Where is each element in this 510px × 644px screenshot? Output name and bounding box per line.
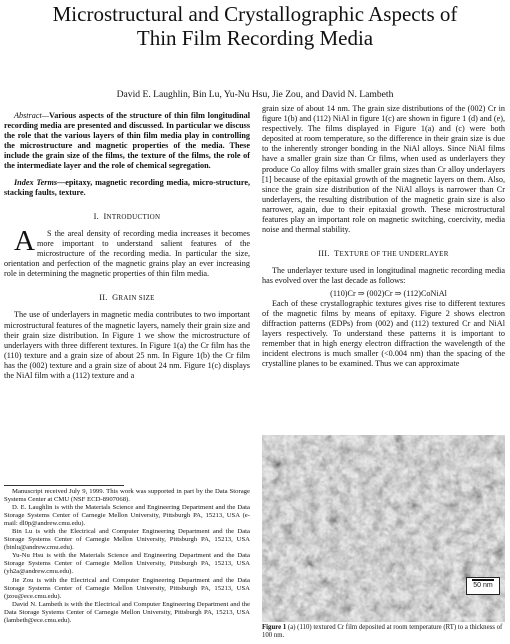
introduction-text: S the areal density of recording media increases it becomes more important to understand salient features of the microstructure of the recording media. In particular the size, orientation and perfection of the magnetic grains play an ever increasing role in determining the magnetic properties of thin film media. <box>4 228 250 279</box>
texture-equation: (110)Cr ⇒ (002)Cr ⇒ (112)CoNiAl <box>330 288 447 298</box>
figure-caption-label: Figure 1 <box>262 624 287 631</box>
title-line-2: Thin Film Recording Media <box>136 26 374 50</box>
section-number: III. <box>318 249 330 259</box>
paper-title <box>0 2 510 50</box>
scale-bar-line <box>472 579 494 581</box>
figure-caption <box>262 624 505 640</box>
left-column <box>4 104 250 381</box>
drop-cap: A <box>14 224 35 257</box>
scale-bar-label: 50 nm <box>473 582 493 589</box>
index-terms <box>4 178 250 198</box>
grain-size-paragraph: The use of underlayers in magnetic media contributes to two important microstructural features of the magnetic layers, namely their grain size and their grain size distribution. In Figure 1 we show the microstructure of underlayers with three different textures. In Figure 1(a) the Cr film has the (110) texture and a grain size of about 25 nm. In Figure 1(b) the Cr film has the (002) texture and a grain size of about 24 nm. Figure 1(c) displays the NiAl film with a (112) texture and a <box>4 310 250 380</box>
figure-caption-text: (a) (110) textured Cr film deposited at room temperature (RT) to a thickness of 100 nm. <box>262 624 503 639</box>
abstract-dash: — <box>41 111 50 120</box>
footnote: David N. Lambeth is with the Electrical and Computer Engineering Department and the Data Storage Systems Center of Carnegie Mellon University, Pittsburgh PA, 15213, USA (lambeth@ece.cmu.edu). <box>4 600 250 624</box>
abstract-text: Various aspects of the structure of thin film longitudinal recording media are presented and discussed. In particular we discuss the role that the various layers of thin film media play in controlling the microstructure and magnetic properties of the media. These include the grain size of the films, the texture of the films, the role of the intermediate layer and the role of chemical segregation. <box>4 111 250 171</box>
footnote: D. E. Laughlin is with the Materials Science and Engineering Department and the Data Storage Systems Center of Carnegie Mellon University, Pittsburgh PA, 15213, USA (e-mail: dl0p@andrew.cmu.edu). <box>4 504 250 528</box>
section-number: II. <box>99 293 108 303</box>
texture-paragraph: The underlayer texture used in longitudinal magnetic recording media has evolved over the last decade as follows: <box>262 266 505 286</box>
footnotes <box>4 485 250 625</box>
micrograph-figure <box>262 435 505 622</box>
author-list: David E. Laughlin, Bin Lu, Yu-Nu Hsu, Jie Zou, and David N. Lambeth <box>116 89 394 100</box>
introduction-paragraph <box>4 224 250 279</box>
abstract-label: Abstract <box>14 111 42 120</box>
section-heading-grain-size: II. GRAIN SIZE <box>99 293 155 303</box>
index-terms-label: Index Terms <box>14 177 58 187</box>
title-line-1: Microstructural and Crystallographic Aspects of <box>52 2 458 26</box>
index-terms-text: —epitaxy, magnetic recording media, micro-structure, stacking faults, texture. <box>4 177 250 197</box>
footnote-rule <box>4 485 124 486</box>
section-heading-introduction: I. INTRODUCTION <box>93 211 161 221</box>
scale-bar <box>466 577 500 595</box>
section-heading-texture: III. TEXTURE OF THE UNDERLAYER <box>318 249 449 259</box>
footnote: Bin Lu is with the Electrical and Computer Engineering Department and the Data Storage Systems Center of Carnegie Mellon University, Pittsburgh PA, 15213, USA (binlu@andrew.cmu.edu). <box>4 528 250 552</box>
right-column <box>262 104 505 369</box>
grain-size-continued: grain size of about 14 nm. The grain size distributions of the (002) Cr in figure 1(b) and (112) NiAl in figure 1(c) are shown in figure 1 (d) and (e), respectively. The films displayed in Figure 1(a) and (c) were both deposited at room temperature, so the difference in their grain size is due to the inherently stronger bonding in the NiAl alloys. Since NiAl films have a smaller grain size than Cr films, when used as underlayers they produce Co alloy films with smaller grain sizes than Cr alloy underlayers [1] because of the epitaxial growth of the magnetic layers on them. Also, since the grain size distribution of the NiAl alloys is narrower than Cr underlayers, the resulting distribution of the magnetic grain size is also narrower, again, due to their epitaxial growth. These microstructural features play an important role on magnetic switching, coercivity, media noise and thermal stability. <box>262 104 505 235</box>
footnote: Manuscript received July 9, 1999. This work was supported in part by the Data Storage Systems Center at CMU (NSF ECD-8907068). <box>4 488 250 504</box>
epitaxy-paragraph: Each of these crystallographic textures gives rise to different textures of the magnetic films by means of epitaxy. Figure 2 shows electron diffraction patterns (EDPs) from (002) and (112) textured Cr and NiAl layers respectively. To understand these patterns it is important to remember that in high energy electron diffraction the wavelength of the incident electrons is much smaller (<0.004 nm) than the spacing of the crystalline planes to be examined. Thus we can approximate <box>262 298 505 369</box>
footnote: Yu-Nu Hsu is with the Materials Science and Engineering Department and the Data Storage Systems Center of Carnegie Mellon University, Pittsburgh PA, 15213, USA (yh2a@andrew.cmu.edu). <box>4 552 250 576</box>
footnote: Jie Zou is with the Electrical and Computer Engineering Department and the Data Storage Systems Center of Carnegie Mellon University, Pittsburgh PA, 15213, USA (jzou@ece.cmu.edu). <box>4 576 250 600</box>
section-number: I. <box>93 211 99 221</box>
abstract <box>4 111 250 172</box>
